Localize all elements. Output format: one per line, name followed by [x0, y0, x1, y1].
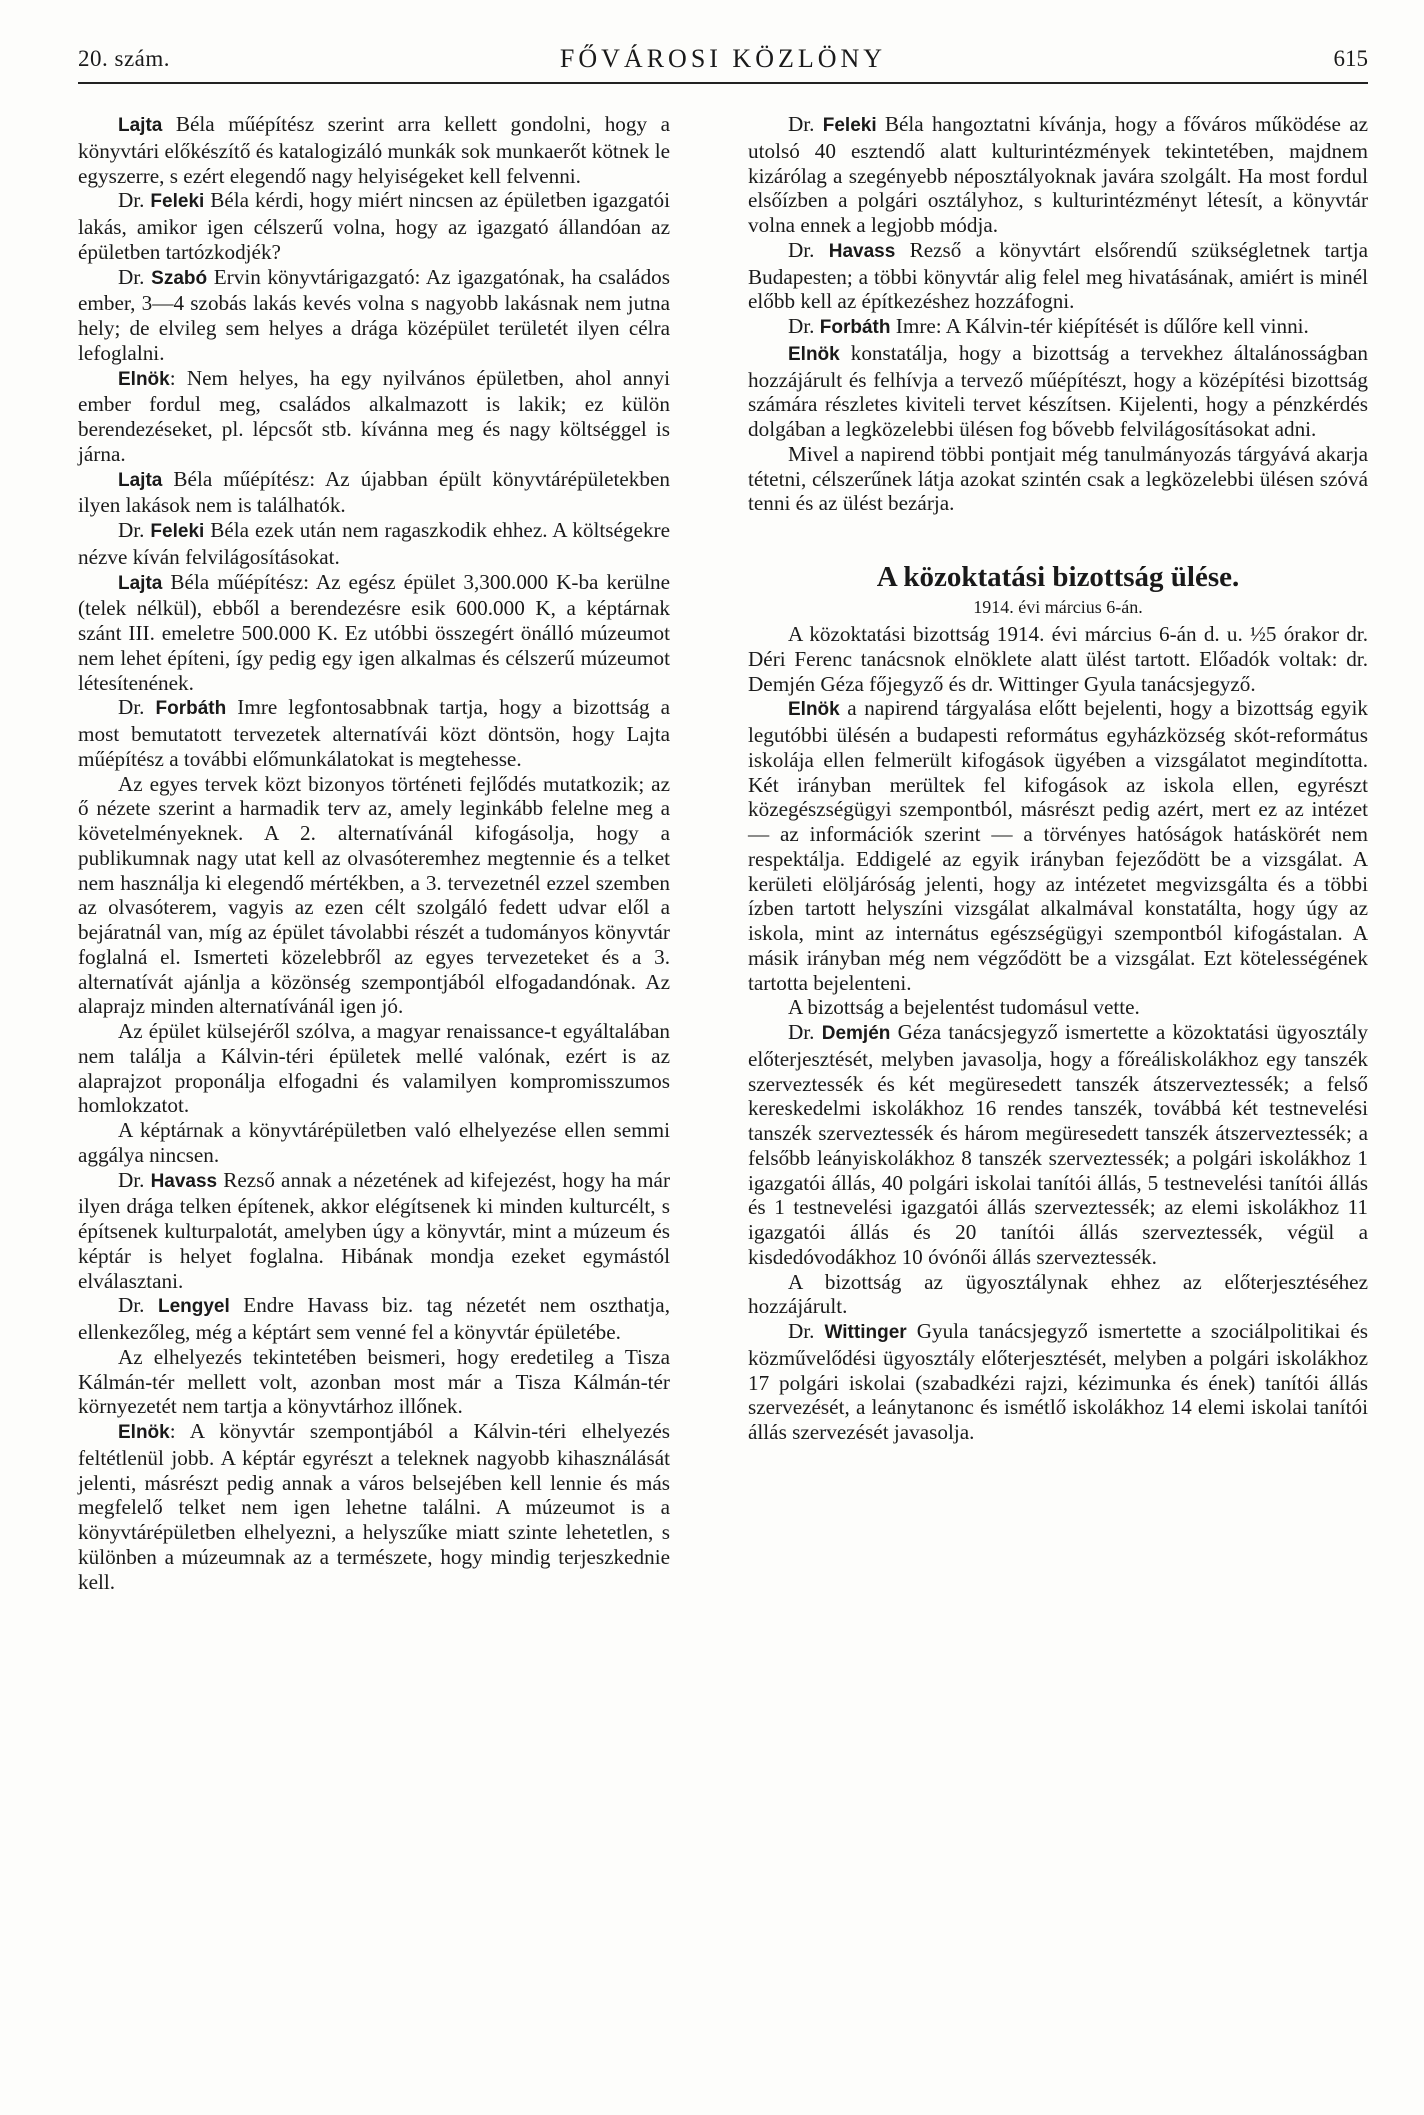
paragraph-text: A bizottság az ügyosztálynak ehhez az előterjesztéséhez hozzájárult. — [748, 1269, 1368, 1319]
speaker-name: Lengyel — [157, 1296, 230, 1318]
paragraph-text: A közoktatási bizottság 1914. évi március 6-án d. u. ½5 órakor dr. Déri Ferenc tanácsnok elnöklete alatt ülést tartott. Előadók voltak: dr. Demjén Géza főjegyző és dr. Wittinger Gyula tanácsjegyző. — [748, 622, 1368, 696]
speaker-name: Forbáth — [819, 317, 891, 338]
paragraph — [78, 1419, 670, 1594]
paragraph-text: Gyula tanácsjegyző ismertette a szociálpolitikai és közművelődési ügyosztály előterjesztését, melyben a polgári iskolákhoz 17 polgári iskolai (szabadkézi rajzi, kézimunka és ének) tanítói állás szervezését, a leánytanonc és ismétlő iskolákhoz 14 elemi iskolai tanítói állás szervezését javasolja. — [748, 1319, 1369, 1444]
paragraph-text: Béla hangoztatni kívánja, hogy a főváros működése az utolsó 40 esztendő alatt kulturintézmények tekintetében, majdnem kizárólag a szegényebb néposztályoknak javára szolgált. Ha most fordul elsőízben a polgári osztályhoz, s kulturintézményt létesít, a könyvtár volna ennek a legjobb módja. — [748, 112, 1369, 237]
paragraph — [748, 622, 1368, 696]
paragraph — [748, 995, 1368, 1020]
paragraph-text: : A könyvtár szempontjából a Kálvin-téri elhelyezés feltétlenül jobb. A képtár egyrészt a teleknek nagyobb kihasználását jelenti, másrészt pedig annak a város belsejében kell lennie és más megfelelő telket nem igen lehetne találni. A múzeumot is a könyvtárépületben elhelyezni, a helyszűke miatt szinte lehetetlen, s különben a múzeumnak az a természete, hogy mindig terjeszkednie kell. — [78, 1419, 670, 1594]
speaker-prefix: Dr. — [118, 518, 151, 542]
paragraph-text: Béla ezek után nem ragaszkodik ehhez. A költségekre nézve kíván felvilágosításokat. — [78, 518, 671, 569]
section-title: A közoktatási bizottság ülése. — [876, 561, 1240, 593]
speaker-name: Lajta — [118, 469, 163, 491]
speaker-name: Elnök — [118, 1422, 170, 1443]
paragraph-text: Endre Havass biz. tag nézetét nem oszthatja, ellenkezőleg, még a képtárt sem venné fel a könyvtár épületébe. — [78, 1293, 671, 1344]
right-column-bottom — [748, 622, 1368, 1445]
paragraph — [78, 1019, 670, 1118]
speaker-name: Elnök — [118, 368, 170, 390]
speaker-name: Feleki — [150, 191, 205, 213]
speaker-prefix: Dr. — [118, 264, 152, 289]
paragraph — [78, 265, 670, 366]
page-header — [78, 42, 1368, 84]
speaker-prefix: Dr. — [118, 695, 156, 720]
speaker-prefix: Dr. — [788, 1020, 822, 1044]
paragraph-text: konstatálja, hogy a bizottság a tervekhez általánosságban hozzájárult és felhívja a tervező műépítészt, hogy a középítési bizottság számára részletes kiviteli tervet készítsen. Kijelenti, hogy a pénzkérdés dolgában a legközelebbi ülésen fog bővebb felvilágosításokat adni. — [748, 340, 1368, 441]
speaker-name: Feleki — [150, 521, 205, 542]
paragraph-text: Imre: A Kálvin-tér kiépítését is dűlőre kell vinni. — [890, 314, 1309, 338]
paragraph — [748, 112, 1368, 238]
paragraph-text: Az épület külsejéről szólva, a magyar renaissance-t egyáltalában nem találja a Kálvin-téri épületek mellé valónak, ezért is az alaprajzot proponálja elfogadni és valamilyen kompromisszumos homlokzatot. — [78, 1019, 670, 1118]
paragraph-text: Béla műépítész szerint arra kellett gondolni, hogy a könyvtári előkészítő és katalogizáló munkák sok munkaerőt kötnek le egyszerre, s ezért elegendő nagy helyiségeket kell felvenni. — [78, 112, 670, 188]
paragraph — [748, 314, 1368, 341]
paragraph — [748, 1319, 1368, 1445]
right-column — [748, 112, 1368, 1445]
paragraph-text: Az egyes tervek közt bizonyos történeti fejlődés mutatkozik; az ő nézete szerint a harmadik terv az, amely leginkább felelne meg a követelményeknek. A 2. alternatívánál kifogásolja, hogy a publikumnak nagy utat kell az olvasóteremhez megtennie és a telket nem használja ki elegendő mértékben, a 3. tervezetnél ezzel szemben az olvasóterem, vagyis az ezen célt szolgáló fedett udvar elől a bejáratnál van, míg az épület távolabbi részét a tudományos könyvtár foglalná el. Ismerteti közelebbről az egyes tervezeteket és a 3. alternatívát ajánlja a közönség szempontjából elfogadandónak. Az alaprajz minden alternatívánál igen jó. — [78, 771, 670, 1019]
paragraph-text: Géza tanácsjegyző ismertette a közoktatási ügyosztály előterjesztését, melyben javasolja, hogy a főreáliskolákhoz egy tanszék szerveztessék és két megüresedett tanszék átszerveztessék; a felső kereskedelmi iskolákhoz 16 rendes tanszék, továbbá két testnevelési tanszék szerveztessék és három megüresedett tanszék átszerveztessék; a felsőbb leányiskolákhoz 8 tanszék szerveztessék; a polgári iskolákhoz 1 igazgatói állás, 40 polgári iskolai tanítói állás, 5 testnevelési tanítói állás és 1 testnevelési igazgatói állás szerveztessék; az elemi iskolákhoz 11 igazgatói állás és 20 tanítói állás szerveztessék, végül a kisdedóvodákhoz 10 óvónői állás szerveztessék. — [748, 1020, 1368, 1269]
speaker-name: Demjén — [821, 1023, 891, 1044]
speaker-name: Feleki — [822, 115, 877, 136]
speaker-prefix: Dr. — [118, 188, 151, 213]
paragraph-text: A képtárnak a könyvtárépületben való elhelyezése ellen semmi aggálya nincsen. — [78, 1118, 670, 1167]
speaker-name: Havass — [828, 240, 896, 262]
speaker-name: Elnök — [788, 699, 840, 721]
paragraph-text: Ervin könyvtárigazgató: Az igazgatónak, ha családos ember, 3—4 szobás lakás kevés volna s nagyobb lakásnak nem jutna hely; de elvileg sem helyes a drága középület területét ilyen célra lefoglalni. — [78, 264, 670, 365]
right-column-top — [748, 112, 1368, 516]
paragraph — [78, 188, 670, 264]
speaker-name: Lajta — [118, 572, 163, 594]
speaker-name: Havass — [150, 1170, 218, 1192]
speaker-name: Elnök — [788, 343, 840, 365]
paragraph — [78, 695, 670, 771]
paragraph — [78, 1168, 670, 1294]
paragraph-text: A bizottság a bejelentést tudomásul vette. — [788, 995, 1140, 1020]
paragraph — [78, 467, 670, 519]
speaker-name: Wittinger — [824, 1322, 907, 1343]
paragraph — [748, 1270, 1368, 1320]
paragraph-text: Rezső a könyvtárt elsőrendű szükségletnek tartja Budapesten; a többi könyvtár alig felel meg hivatásának, amiért is minél előbb kell az építkezéshez hozzáfogni. — [748, 237, 1368, 314]
speaker-prefix: Dr. — [118, 1293, 158, 1318]
paragraph-text: Béla műépítész: Az egész épület 3,300.000 K-ba kerülne (telek nélkül), ebből a berendezésre esik 600.000 K, a képtárnak szánt III. emeletre 500.000 K. Ez utóbbi összegért önálló múzeumot nem lehet építeni, így pedig egy igen alkalmas és célszerű múzeumot létesítenének. — [78, 569, 670, 695]
paragraph — [78, 1118, 670, 1168]
paragraph-text: Az elhelyezés tekintetében beismeri, hogy eredetileg a Tisza Kálmán-tér mellett volt, azonban most már a Tisza Kálmán-tér környezetét nem tartja a könyvtárhoz illőnek. — [78, 1344, 670, 1419]
section-date: 1914. évi március 6-án. — [973, 597, 1143, 617]
paragraph — [748, 1020, 1368, 1270]
speaker-name: Szabó — [151, 267, 208, 289]
paragraph — [78, 366, 670, 467]
speaker-prefix: Dr. — [788, 237, 829, 262]
paragraph — [748, 238, 1368, 314]
paragraph — [78, 570, 670, 696]
paragraph — [748, 442, 1368, 516]
page-number: 615 — [1333, 46, 1368, 71]
paragraph — [78, 1293, 670, 1345]
speaker-prefix: Dr. — [788, 112, 823, 136]
paragraph — [748, 696, 1368, 995]
paragraph-text: : Nem helyes, ha egy nyilvános épületben, ahol annyi ember fordul meg, családos alkalmazott is lakik; ez külön berendezéseket, pl. lépcsőt stb. kívánna meg és nagy költséggel is járna. — [78, 365, 670, 466]
paragraph-text: a napirend tárgyalása előtt bejelenti, hogy a bizottság egyik legutóbbi ülésén a budapesti református egyházközség skót-református iskolája ellen felmerült kifogások ügyében a vizsgálatot megindította. Két irányban merültek fel kifogások az iskola ellen, egyrészt közegészségügyi szempontból, másrészt pedig azért, mert ez az intézet — az információk szerint — a törvényes hatóságok hatáskörét nem respektálja. Eddigelé az egyik irányban fejeződött be a vizsgálat. A kerületi elöljáróság jelenti, hogy az intézetet megvizsgálta és a többi ízben tartott helyszíni vizsgálat alkalmával konstatálta, hogy úgy az iskola, mint az internátus egészségügyi szempontból kifogástalan. A másik irányban még nem végződött be a vizsgálat. Ezt kötelességének tartotta bejelenteni. — [748, 696, 1368, 995]
publication-title: FŐVÁROSI KÖZLÖNY — [559, 44, 887, 73]
paragraph — [78, 772, 670, 1020]
speaker-prefix: Dr. — [788, 314, 820, 338]
speaker-prefix: Dr. — [788, 1319, 825, 1343]
paragraph — [748, 341, 1368, 442]
paragraph — [78, 518, 670, 570]
paragraph-text: Rezső annak a nézetének ad kifejezést, hogy ha már ilyen drága telken építenek, akkor elégítsenek ki minden kulturcélt, s építsenek kulturpalotát, amelyben úgy a könyvtár, mint a múzeum és képtár is helyet foglalna. Hibának mondja ezeket egymástól elválasztani. — [78, 1167, 670, 1293]
paragraph-text: Béla műépítész: Az újabban épült könyvtárépületekben ilyen lakások nem is találhatók. — [78, 466, 670, 518]
left-column — [78, 112, 670, 1594]
speaker-prefix: Dr. — [118, 1167, 151, 1192]
paragraph-text: Mivel a napirend többi pontjait még tanulmányozás tárgyává akarja tétetni, célszerűnek látja azokat szintén csak a legközelebbi ülésen szóvá tenni és az ülést bezárja. — [748, 441, 1368, 516]
speaker-name: Forbáth — [155, 698, 227, 720]
paragraph — [78, 1345, 670, 1419]
issue-number: 20. szám. — [78, 46, 171, 71]
paragraph-text: Béla kérdi, hogy miért nincsen az épületben igazgatói lakás, amikor igen célszerű volna, hogy az igazgató állandóan az épületben tartózkodjék? — [78, 188, 671, 264]
paragraph — [78, 112, 670, 188]
speaker-name: Lajta — [118, 115, 163, 136]
paragraph-text: Imre legfontosabbnak tartja, hogy a bizottság a most bemutatott tervezetek alternatívái közt döntsön, hogy Lajta műépítész a további előmunkálatokat is megtehesse. — [78, 695, 671, 771]
